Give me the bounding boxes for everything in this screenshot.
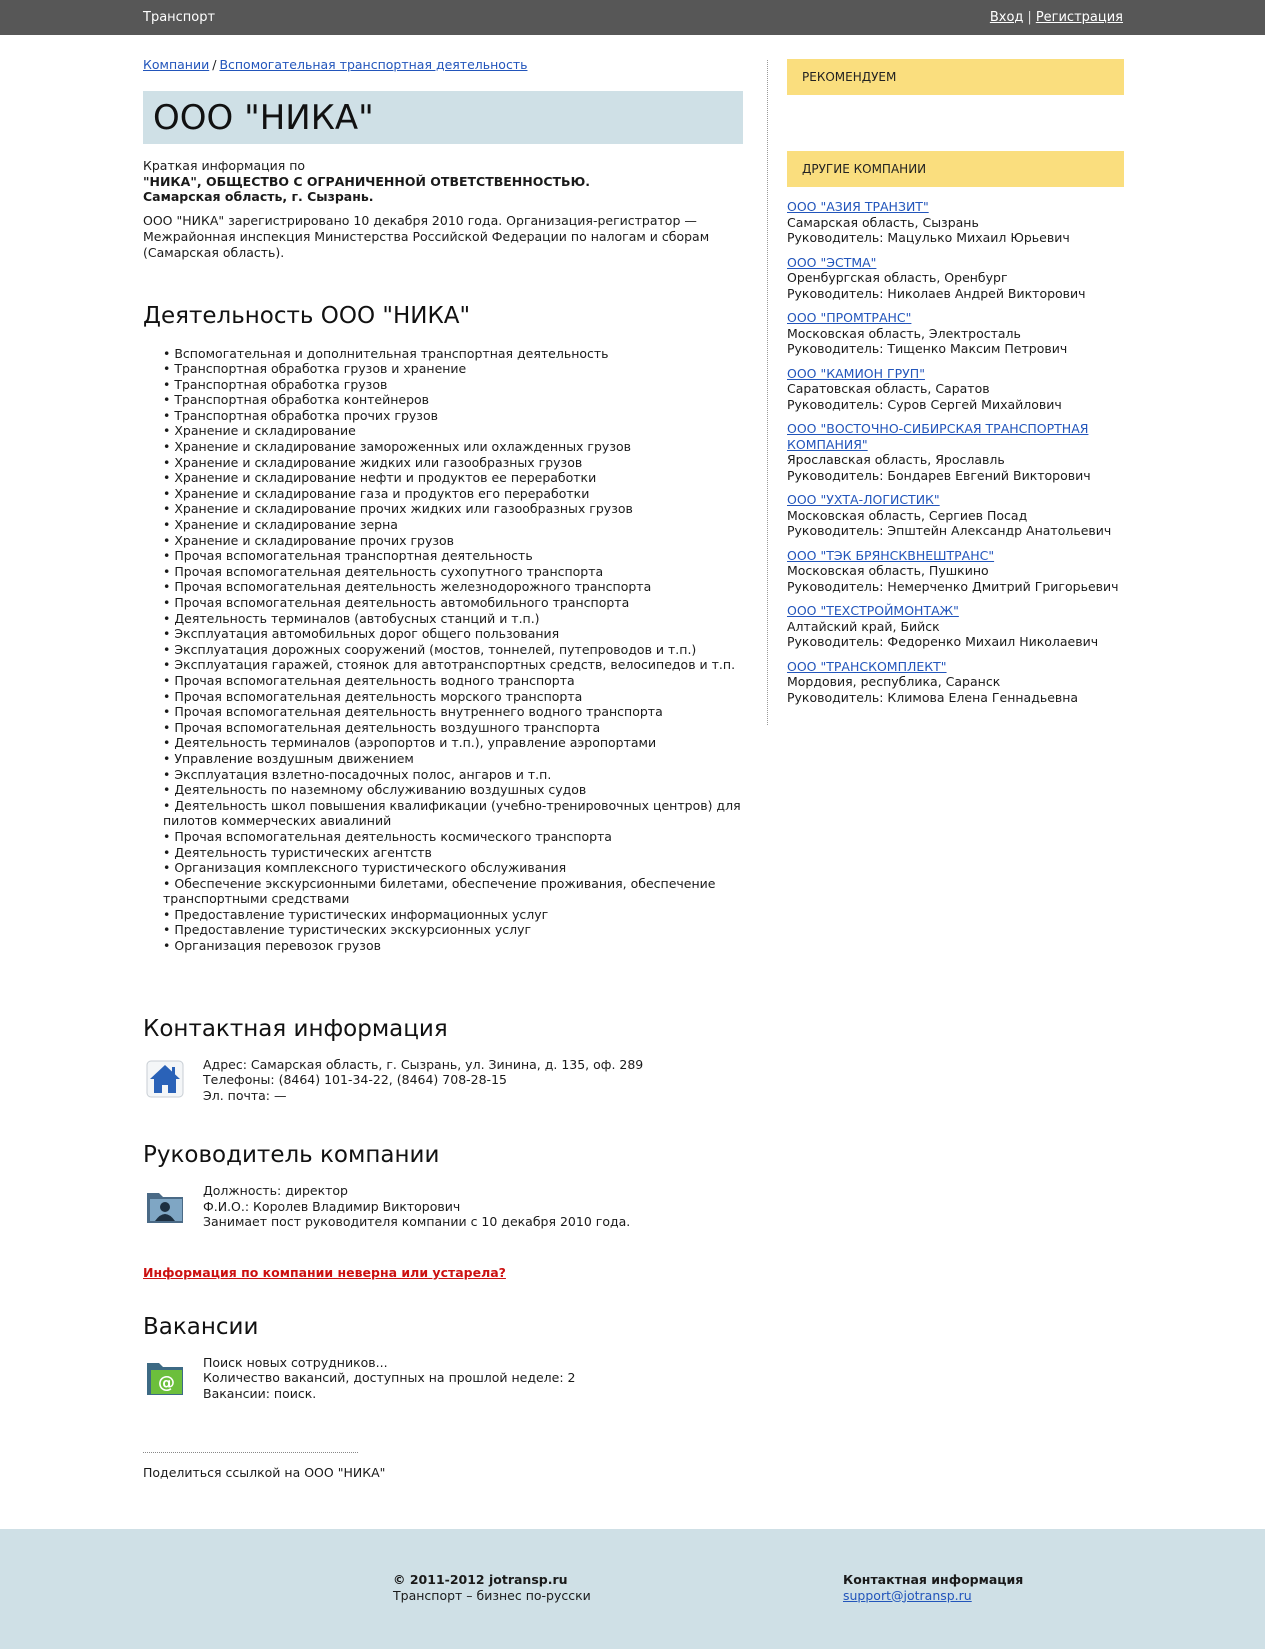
company-head: Руководитель: Федоренко Михаил Николаевич [787,634,1099,649]
page-title-box [143,91,743,144]
activity-item: • Транспортная обработка грузов [163,377,743,393]
activity-item: • Эксплуатация дорожных сооружений (мостов, тоннелей, путепроводов и т.п.) [163,642,743,658]
company-region: Московская область, Пушкино [787,563,989,578]
auth-links [990,10,1123,25]
director-block [143,1183,743,1231]
vacancies-line-status: Вакансии: поиск. [203,1385,317,1401]
company-link[interactable]: ООО "АЗИЯ ТРАНЗИТ" [787,199,929,214]
activity-item: • Хранение и складирование замороженных или охлажденных грузов [163,439,743,455]
footer-copyright: © 2011-2012 jotransp.ru [393,1572,568,1587]
share-link[interactable]: Поделиться ссылкой на ООО "НИКА" [143,1465,386,1481]
wrong-info-link[interactable]: Информация по компании неверна или устарела? [143,1264,506,1280]
contact-block [143,1057,743,1105]
activity-item: • Прочая вспомогательная деятельность космического транспорта [163,829,743,845]
company-region: Мордовия, республика, Саранск [787,674,1001,689]
register-link[interactable]: Регистрация [1035,10,1123,25]
company-region: Самарская область, Сызрань [787,214,979,230]
column-divider [767,60,768,725]
sidebar [787,59,1124,714]
company-region: Московская область, Электросталь [787,325,1021,341]
activity-item: • Хранение и складирование жидких или газообразных грузов [163,455,743,471]
company-link[interactable]: ООО "ТРАНСКОМПЛЕКТ" [787,658,947,674]
svg-text:@: @ [158,1372,175,1393]
activity-item: • Эксплуатация гаражей, стоянок для автотранспортных средств, велосипедов и т.п. [163,657,743,673]
vacancies-block [143,1355,743,1403]
activity-item: • Прочая вспомогательная деятельность железнодорожного транспорта [163,579,743,595]
company-link[interactable]: ООО "ТЕХСТРОЙМОНТАЖ" [787,603,959,618]
activity-item: • Прочая вспомогательная деятельность внутреннего водного транспорта [163,704,743,720]
activity-item: • Управление воздушным движением [163,751,743,767]
company-head: Руководитель: Мацулько Михаил Юрьевич [787,230,1070,245]
auth-separator: | [1027,10,1032,25]
company-region: Оренбургская область, Оренбург [787,270,1008,285]
activity-item: • Деятельность по наземному обслуживанию воздушных судов [163,782,743,798]
company-head: Руководитель: Бондарев Евгений Викторович [787,467,1091,483]
company-card [787,199,1124,246]
person-folder-icon [143,1183,203,1231]
director-position: Должность: директор [203,1183,348,1199]
activity-item: • Хранение и складирование газа и продуктов его переработки [163,486,743,502]
activities-list [163,346,743,954]
company-link[interactable]: ООО "ПРОМТРАНС" [787,310,912,325]
company-card [787,366,1124,413]
company-card [787,492,1124,539]
company-card [787,603,1124,650]
brief-company-name: "НИКА", ОБЩЕСТВО С ОГРАНИЧЕННОЙ ОТВЕТСТВЕННОСТЬЮ. [143,173,590,189]
activities-heading: Деятельность ООО "НИКА" [143,302,471,329]
company-link[interactable]: ООО "ВОСТОЧНО-СИБИРСКАЯ ТРАНСПОРТНАЯ КОМПАНИЯ" [787,421,1089,452]
top-bar [0,0,1265,35]
breadcrumb-separator: / [212,57,217,72]
recommend-heading: РЕКОМЕНДУЕМ [787,59,1124,95]
footer [0,1529,1265,1649]
breadcrumb [143,57,743,72]
login-link[interactable]: Вход [989,10,1024,25]
registration-info: ООО "НИКА" зарегистрировано 10 декабря 2010 года. Организация-регистратор — Межрайонная инспекция Министерства Российской Федерации по налогам и сборам (Самарская область). [143,212,710,260]
activity-item: • Обеспечение экскурсионными билетами, обеспечение проживания, обеспечение транспортными средствами [163,876,743,907]
company-head: Руководитель: Климова Елена Геннадьевна [787,689,1079,705]
vacancies-heading: Вакансии [143,1313,259,1340]
activity-item: • Прочая вспомогательная деятельность сухопутного транспорта [163,564,743,580]
email-folder-icon [143,1355,203,1403]
vacancies-line-search: Поиск новых сотрудников... [203,1354,388,1370]
breadcrumb-companies[interactable]: Компании [143,57,210,72]
share-divider [143,1452,358,1453]
activity-item: • Хранение и складирование прочих грузов [163,533,743,549]
activity-item: • Организация перевозок грузов [163,938,743,954]
activity-item: • Прочая вспомогательная деятельность водного транспорта [163,673,743,689]
brief-intro: Краткая информация по [143,158,306,173]
activity-item: • Хранение и складирование зерна [163,517,743,533]
company-link[interactable]: ООО "КАМИОН ГРУП" [787,365,925,381]
brief-location: Самарская область, г. Сызрань. [143,189,374,204]
activity-item: • Транспортная обработка прочих грузов [163,408,743,424]
other-companies-list [787,199,1124,705]
footer-support-email[interactable]: support@jotransp.ru [843,1587,972,1603]
house-icon [143,1057,203,1105]
activity-item: • Деятельность туристических агентств [163,845,743,861]
activity-item: • Предоставление туристических информационных услуг [163,907,743,923]
company-link[interactable]: ООО "УХТА-ЛОГИСТИК" [787,492,940,507]
footer-slogan: Транспорт – бизнес по-русски [393,1587,591,1603]
brief-info [143,158,743,205]
main-content [143,57,743,1480]
activity-item: • Деятельность школ повышения квалификации (учебно-тренировочных центров) для пилотов коммерческих авиалиний [163,798,743,829]
company-card [787,548,1124,595]
activity-item: • Хранение и складирование [163,423,743,439]
activity-item: • Хранение и складирование прочих жидких или газообразных грузов [163,501,743,517]
director-since: Занимает пост руководителя компании с 10 декабря 2010 года. [203,1214,631,1230]
director-name: Ф.И.О.: Королев Владимир Викторович [203,1198,461,1214]
company-head: Руководитель: Суров Сергей Михайлович [787,396,1062,412]
activity-item: • Прочая вспомогательная деятельность морского транспорта [163,689,743,705]
company-link[interactable]: ООО "ТЭК БРЯНСКВНЕШТРАНС" [787,547,995,563]
company-card [787,255,1124,302]
contact-email: Эл. почта: — [203,1087,287,1103]
company-card [787,659,1124,706]
site-brand[interactable]: Транспорт [143,10,216,25]
activity-item: • Предоставление туристических экскурсионных услуг [163,922,743,938]
company-head: Руководитель: Эпштейн Александр Анатольевич [787,523,1112,538]
activity-item: • Прочая вспомогательная деятельность воздушного транспорта [163,720,743,736]
activity-item: • Хранение и складирование нефти и продуктов ее переработки [163,470,743,486]
vacancies-line-count: Количество вакансий, доступных на прошлой неделе: 2 [203,1370,576,1386]
other-companies-heading: ДРУГИЕ КОМПАНИИ [787,151,1124,187]
activity-item: • Деятельность терминалов (автобусных станций и т.п.) [163,611,743,627]
activity-item: • Прочая вспомогательная транспортная деятельность [163,548,743,564]
page-title: ООО "НИКА" [153,97,374,138]
activity-item: • Эксплуатация взлетно-посадочных полос, ангаров и т.п. [163,767,743,783]
company-region: Ярославская область, Ярославль [787,452,1005,467]
company-head: Руководитель: Тищенко Максим Петрович [787,341,1068,356]
company-head: Руководитель: Немерченко Дмитрий Григорьевич [787,578,1119,594]
activity-item: • Вспомогательная и дополнительная транспортная деятельность [163,346,743,362]
director-heading: Руководитель компании [143,1142,440,1169]
company-link[interactable]: ООО "ЭСТМА" [787,254,877,270]
footer-contact-block [843,1572,1023,1603]
activity-item: • Транспортная обработка контейнеров [163,392,743,408]
company-region: Московская область, Сергиев Посад [787,507,1028,523]
contact-phones: Телефоны: (8464) 101-34-22, (8464) 708-28-15 [203,1072,507,1088]
footer-copyright-block [393,1572,591,1603]
activity-item: • Транспортная обработка грузов и хранение [163,361,743,377]
footer-contact-title: Контактная информация [843,1572,1024,1587]
activity-item: • Прочая вспомогательная деятельность автомобильного транспорта [163,595,743,611]
company-head: Руководитель: Николаев Андрей Викторович [787,285,1086,301]
contact-heading: Контактная информация [143,1015,448,1042]
company-card [787,421,1124,483]
contact-address: Адрес: Самарская область, г. Сызрань, ул. Зинина, д. 135, оф. 289 [203,1056,644,1072]
company-card [787,310,1124,357]
company-region: Саратовская область, Саратов [787,381,990,396]
breadcrumb-section[interactable]: Вспомогательная транспортная деятельность [219,57,528,72]
activity-item: • Деятельность терминалов (аэропортов и т.п.), управление аэропортами [163,735,743,751]
activity-item: • Организация комплексного туристического обслуживания [163,860,743,876]
activity-item: • Эксплуатация автомобильных дорог общего пользования [163,626,743,642]
company-region: Алтайский край, Бийск [787,618,940,634]
